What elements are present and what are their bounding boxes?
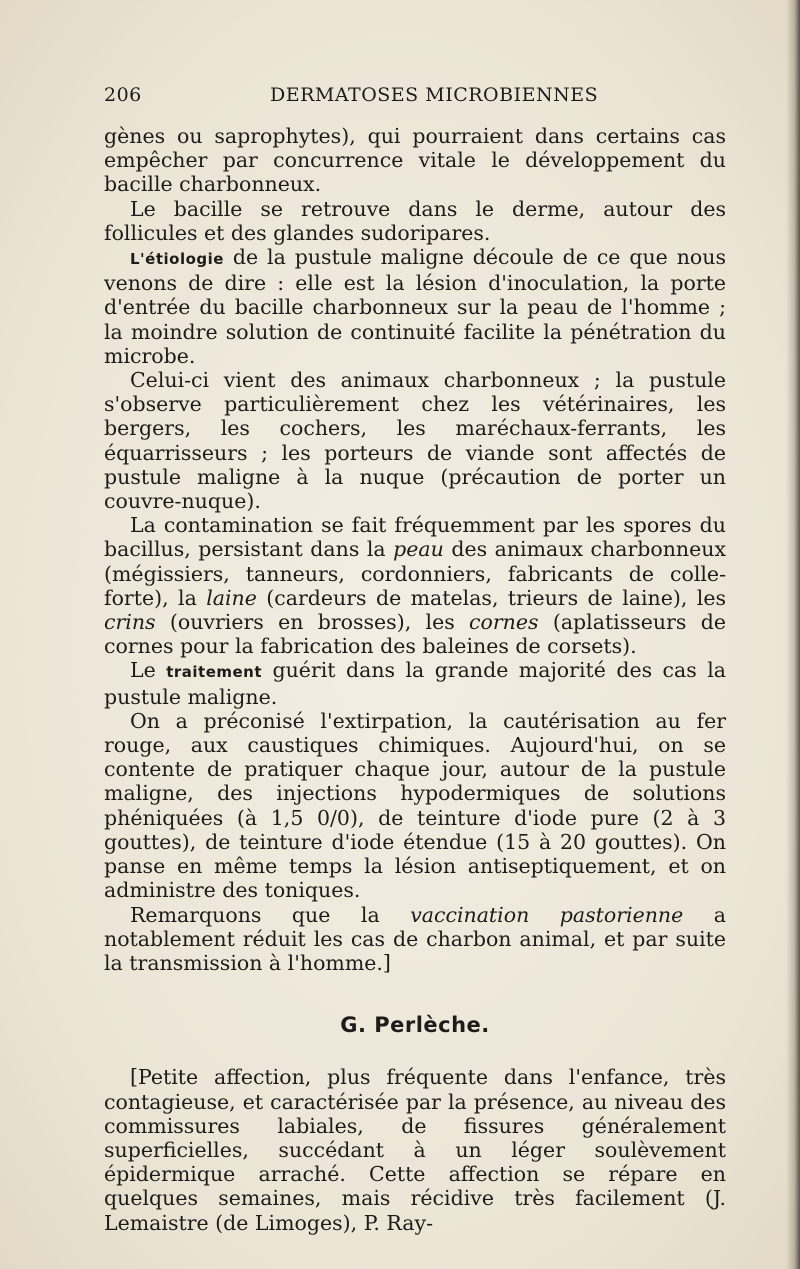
italic-crins: crins xyxy=(104,610,156,635)
paragraph-perleche: [Petite affection, plus fréquente dans l'enfance, très contagieuse, et caractérisée par la présence, au niveau des commissures labiales, de fissures généralement superficielles, succédant à un léger soulèvement épidermique arraché. Cette affection se répare en quelques semaines, mais récidive très facilement (J. Lemaistre (de Limoges), P. Ray- xyxy=(104,1065,726,1235)
text-segment: des animaux charbonneux (mégissiers, tanneurs, cordonniers, fabricants de colle-forte), la xyxy=(104,537,727,610)
italic-vaccination: vaccination pastorienne xyxy=(410,902,684,927)
italic-cornes: cornes xyxy=(469,610,539,635)
page-number: 206 xyxy=(104,84,142,106)
paragraph-etiologie xyxy=(104,245,726,368)
paragraph-traitement xyxy=(104,658,726,708)
text-segment: Le xyxy=(130,658,167,683)
text-segment: a notablement réduit les cas de charbon animal, et par suite la transmission à l'homme.] xyxy=(104,902,726,975)
text-segment: Remarquons que la xyxy=(130,902,411,927)
paragraph-7: On a préconisé l'extirpation, la cautérisation au fer rouge, aux caustiques chimiques. Aujourd'hui, on se contente de pratiquer chaque jour, autour de la pustule maligne, des injections hypodermiques de solutions phéniquées (à 1,5 0/0), de teinture d'iode pure (2 à 3 gouttes), de teinture d'iode étendue (15 à 20 gouttes). On panse en même temps la lésion antiseptiquement, et on administre des toniques. xyxy=(104,708,726,903)
paragraph-etiologie-text: de la pustule maligne découle de ce que nous venons de dire : elle est la lésion d'inoculation, la porte d'entrée du bacille charbonneux sur la peau de l'homme ; la moindre solution de continuité facilite la pénétration du microbe. xyxy=(104,245,726,368)
paragraph-vaccination xyxy=(104,903,726,976)
text-segment: La contamination se fait fréquemment par les spores du bacillus, persistant dans la xyxy=(104,513,726,562)
italic-laine: laine xyxy=(206,585,257,610)
paragraph-1: gènes ou saprophytes), qui pourraient dans certains cas empêcher par concurrence vitale le développement du bacille charbonneux. xyxy=(104,124,726,197)
paragraph-contamination xyxy=(104,513,726,658)
text-segment: (ouvriers en brosses), les xyxy=(155,610,470,635)
keyword-etiologie: L'étiologie xyxy=(130,250,224,269)
text-segment: (aplatisseurs de cornes pour la fabrication des baleines de corsets). xyxy=(104,610,726,659)
running-title: DERMATOSES MICROBIENNES xyxy=(270,84,599,106)
page-edge-shadow xyxy=(786,0,800,1269)
italic-peau: peau xyxy=(393,537,444,562)
paragraph-4: Celui-ci vient des animaux charbonneux ; la pustule s'observe particulièrement chez les vétérinaires, les bergers, les cochers, les maréchaux-ferrants, les équarrisseurs ; les porteurs de viande sont affectés de pustule maligne à la nuque (précaution de porter un couvre-nuque). xyxy=(104,368,726,514)
paragraph-2: Le bacille se retrouve dans le derme, autour des follicules et des glandes sudoripares. xyxy=(104,196,726,245)
section-title: G. Perlèche. xyxy=(340,1013,490,1038)
keyword-traitement: traitement xyxy=(166,663,263,682)
running-header xyxy=(104,84,724,114)
text-segment: (cardeurs de matelas, trieurs de laine), les xyxy=(256,585,726,610)
text-segment: guérit dans la grande majorité des cas la pustule maligne. xyxy=(104,658,726,709)
page-body xyxy=(104,124,726,1235)
